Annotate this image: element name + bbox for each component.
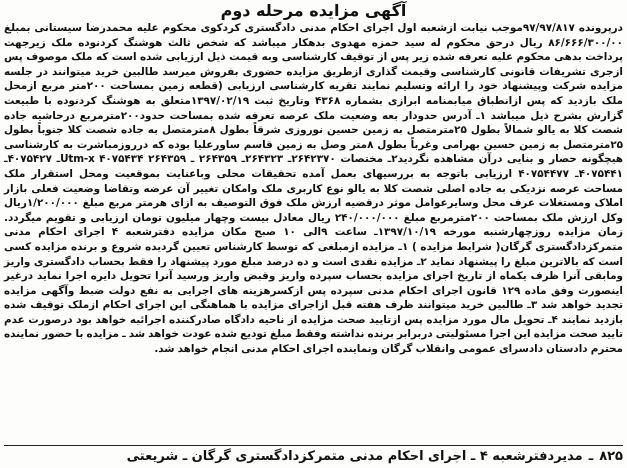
footer-dash: ـ — [588, 449, 594, 464]
auction-notice — [0, 1, 627, 468]
notice-code: ۸۲۵ — [599, 449, 623, 464]
notice-signature: مدیردفترشعبه ۴ ـ اجرای احکام مدنی متمرکزدادگستری گرگان ـ شریعتی — [126, 449, 583, 464]
notice-title: آگهی مزایده مرحله دوم — [220, 1, 407, 20]
notice-footer — [4, 445, 623, 465]
notice-body: درپرونده ۹۷/۹۷/۸۱۷موجب نیابت ازشعبه اول اجرای احکام مدنی دادگستری کردکوی محکوم علیه محمدرضا سیستانی بمبلغ ۸۶/۶۶۶/۳۰۰/۰۰ ریال درحق محکوم له سید حمزه مهدوی بدهکار میباشد که شخص ثالث هوشنگ کردنوده ملک زیرجهت پرداخت بدهی محکوم علیه تعرفه شده زیر پس از توقیف کارشناسی وبه قیمت ذیل ارزیابی شده است که ملک موصوف پس ازجری تشریفات قانونی کارشناسی وقیمت گذاری ازطریق مزایده حضوری بفروش میرسد طالبین خرید میتوانند در جلسه مزایده شرکت وپیشنهاد خود را ارائه وتسلیم نمایند تقریه کارشناسی ارزیابی (قطعه زمین بمساحت ۲۰۰متر مربع ازمحل ملک بازدید که پس ازانطباق میابمنامه ابرازی بشماره ۴۳۶۸ وتاریخ ثبت ۱۳۹۷/۰۲/۱۹متعلق به هوشنگ کردنوده با طبیعت گزارش بشرح ذیل میباشد ۱ـ آدرس حدودار بعه وضعیت ملک عرصه تعرفه شده بمساحت حدود۲۰۰مترمربع درحاشیه جاده شصت کلا به یالو شمالاً بطول ۲۵مترمتصل به زمین حسین نوروزی شرقاً بطول ۸مترمتصل به جاده شصت کلا جنوباً بطول ۲۵مترمتصل به زمین حسین بهرامی وغرباً بطول ۸متر وصل به زمین قاسم ساورعلیا بوده که درروزمباشرت به کارشناسی هیچگونه حصار و بنایی درآن مشاهده نگردید۲ـ مختصات ۲۶۴۲۳۷۰ـ ۲۶۴۳۲۳ـ ۲۶۴۳۵۹ ـ ۲۶۴۳۵۹ Utm-x ۴۰۷۵۴۳۴ـ ۴۰۷۵۴۲۷ـ ۴۰۷۵۴۴۱ـ ۴۰۷۵۴۴۷۷ ارزیابی باتوجه به بررسیهای بعمل آمده تحقیقات محلی وباعنایت بموقعیت ومحل استقرار ملک مساحت عرصه نزدیکی به جاده اصلی شصت کلا به یالو نوع کاربری ملک وامکان تغییر آن عرضه وتقاضا وضعیت فعلی بازار املاک ومستغلات عرف محل وسایرعوامل موثر درقضیه ارزش ملک فوق التوصیف به ازای هرمتر مربع مبلغ ۱/۲۰۰/۰۰۰ریال وکل ارزش ملک بمساحت ۲۰۰مترمربع مبلغ ۲۴۰/۰۰۰/۰۰۰ ریال معادل بیست وچهار میلیون تومان ارزیابی و تقویم میگردد. زمان مزایده روزچهارشنبه مورخه ۱۳۹۷/۱۰/۱۹ـ ساعت ۹الی ۱۰ صبح مکان مزایده دفترشعبه ۴ اجرای احکام مدنی متمرکزدادگستری گرگان( شرایط مزایده ) ۱ـ مزایده ازمبلغی که توسط کارشناس تعیین گردیده شروع و برنده مزایده کسی است که بالاترین مبلغ را پیشنهاد نماید ۲ـ مزایده نقدی است و ده درصد مبلغ مورد پیشنهاد را فقط بحساب دادگستری واریز ومابقی آنرا ظرف یکماه از تاریخ اجرای مزایده بحساب سپرده واریز وقبض واریز ورسید آنرا تحویل دایره اجرا نماید درغیر اینصورت وفق ماده ۱۲۹ قانون اجرای احکام مدنی سپرده پس ازکسرهزینه های اجرایی به نفع دولت ضبط وآگهی مزایده تجدید خواهد شد ۳ـ طالبین خرید میتوانند ظرف هفته قبل ازاجرای مزایده با هماهنگی این اجرای احکام ازملک توقیف شده بازدید نمایند ۴ـ تحویل مال مورد مزایده پس ازتایید صحت مزایده از ناحیه دادگاه صادرکننده اجرائیه خواهد بود درصورت عدم تایید صحت مزایده این اجرا مسئولیتی دربرابر برنده نداشته وفقط مبلغ تودیع شده عودت خواهد شد ـ مزایده با حضور نماینده محترم دادستان دادسرای عمومی وانقلاب گرگان ونماینده اجرای احکام مدنی انجام خواهد شد. — [4, 22, 624, 356]
